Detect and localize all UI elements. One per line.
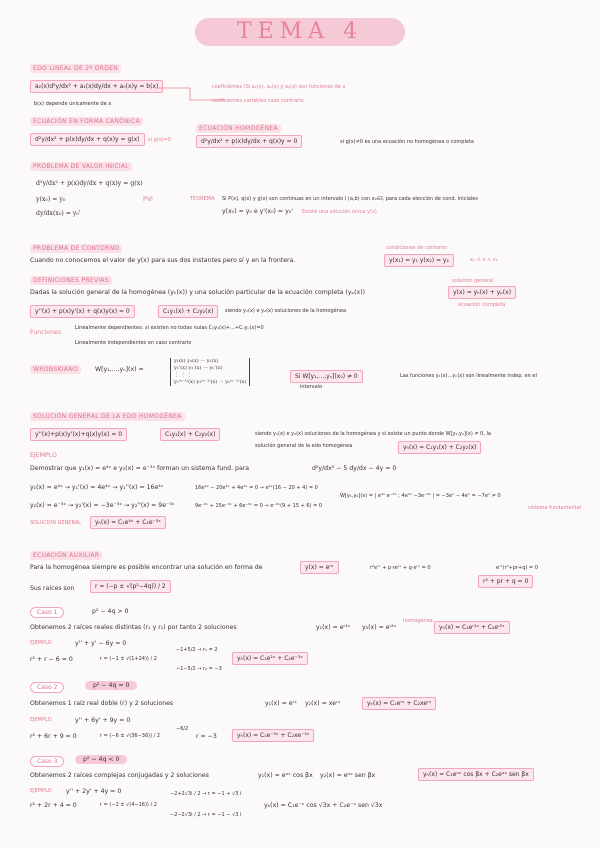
case2-a: r² + 6r + 9 = 0 (30, 733, 77, 740)
contorno-eq: y(x₁) = y₁ y(x₂) = y₂ (384, 254, 454, 267)
contorno-range: x₁ < x < x₂ (470, 257, 498, 263)
case2-c2: r = −3 (196, 733, 217, 740)
sg-hom-box: yₕ(x) = C₁y₁(x) + C₂y₂(x) (398, 441, 481, 454)
sg-eq: yₕ(x) = C₁e⁴ˣ + C₂e⁻³ˣ (90, 516, 166, 529)
aux-factor: eʳˣ(r²+pr+q) = 0 (496, 565, 538, 571)
case3-c1: −2+2√3i / 2 → r = −1 + √3 i (170, 791, 242, 797)
pvi-eq1: d²y/dx² + p(x)dy/dx + q(x)y = g(x) (36, 180, 143, 187)
case1-text: Obtenemos 2 raíces reales distintas (r₁ y r₂) por tanto 2 soluciones (30, 624, 237, 631)
sg-hom-eq: y''(x)+p(x)y'(x)+q(x)y(x) = 0 (30, 428, 127, 441)
case1-sol: yₕ(x) = C₁e²ˣ + C₂e⁻³ˣ (232, 652, 308, 665)
teorema-text: Si P(x), q(x) y g(x) son continuas en un intervalo I (a,b) con x₀∈I, para cada elección de cond. iniciales (222, 196, 478, 202)
case2-c1: −6/2 (176, 726, 189, 732)
sg-hom-t1: siendo y₁(x) e y₂(x) soluciones de la homogénea y si existe un punto donde W[y₁,y₂](x) ≠ 0, la (255, 431, 491, 437)
wronskiano-matrix: y₁(x) y₂(x) ··· yₙ(x) y₁'(x) y₂'(x) ··· yₙ'(x) ⋮ ⋮ ⋮ y₁⁽ⁿ⁻¹⁾(x) y₂⁽ⁿ⁻¹⁾(x) ··· yₙ⁽ⁿ⁻¹⁾(x) (170, 358, 250, 386)
pvi-eq3: dy/dx(x₀) = y₀' (36, 210, 81, 217)
ej-r1b: 16e⁴ˣ − 20e⁴ˣ + 4e⁴ˣ = 0 → e⁴ˣ(16 − 20 + 4) = 0 (195, 485, 318, 491)
sistema-fund-note: sistema fundamental (528, 505, 582, 511)
case1-s2: y₂(x) = eʳ²ˣ (362, 624, 397, 631)
title-banner (195, 18, 405, 46)
case3-label: Caso 3 (30, 756, 64, 767)
aux-text: Para la homogénea siempre es posible encontrar una solución en forma de (30, 564, 263, 571)
case1-label: Caso 1 (30, 607, 64, 618)
case2-ej-eq: y'' + 6y' + 9y = 0 (75, 717, 131, 724)
case1-s1: y₁(x) = eʳ¹ˣ (316, 624, 351, 631)
contorno-text: Cuando no conocemos el valor de y(x) para sus dos instantes pero sí y en la frontera. (30, 257, 296, 264)
aux-form: y(x) = eʳˣ (300, 561, 339, 574)
section-header-contorno: PROBLEMA DE CONTORNO (30, 244, 122, 253)
case3-sol: yₕ(x) = C₁e⁻ˣ cos √3x + C₂e⁻ˣ sen √3x (264, 802, 383, 809)
ej-r1: y₁(x) = e⁴ˣ → y₁'(x) = 4e⁴ˣ → y₁''(x) = 16e⁴ˣ (30, 484, 164, 491)
edo-equation: a₂(x)d²y/dx² + a₁(x)dy/dx + a₀(x)y = b(x) (30, 80, 163, 93)
case1-note: homogénea (403, 618, 433, 624)
homogeneous-equation: d²y/dx² + p(x)dy/dx + q(x)y = 0 (196, 135, 302, 148)
note-coef-var: coeficientes variables caso contrario (212, 98, 304, 104)
lin-indep: Linealmente independientes en caso contrario (75, 340, 192, 346)
section-header-wronskiano: WRONSKIANO (30, 365, 81, 374)
def-eq1c: siendo y₁(x) e y₂(x) soluciones de la homogénea (225, 308, 347, 314)
page-title: TEMA 4 (236, 19, 364, 44)
section-header-definiciones: DEFINICIONES PREVIAS (30, 276, 112, 285)
sol-general-note2: ecuación completa (458, 302, 506, 308)
case2-s1: y₁(x) = eʳˣ (265, 700, 297, 707)
section-header-pvi: PROBLEMA DE VALOR INICIAL (30, 162, 132, 171)
section-header-auxiliar: ECUACIÓN AUXILIAR (30, 551, 102, 560)
case2-b: r = (−6 ± √(36−36)) / 2 (100, 733, 161, 739)
arrow-label: si g(x)=0 (148, 137, 171, 143)
pvi-label: PVI (143, 196, 153, 203)
sg-label: SOLUCIÓN GENERAL (30, 520, 81, 526)
note-bx: b(x) depende únicamente de x (34, 101, 112, 107)
case3-text: Obtenemos 2 raíces complejas conjugadas y 2 soluciones (30, 772, 209, 779)
case3-c2: −2−2√3i / 2 → r = −1 − √3 i (170, 812, 242, 818)
ej-wronskiano: W[y₁,y₂](x) = | e⁴ˣ e⁻³ˣ ; 4e⁴ˣ −3e⁻³ˣ | = −3eˣ − 4eˣ = −7eˣ ≠ 0 (340, 493, 501, 499)
roots-eq: r = (−p ± √(p²−4q)) / 2 (90, 580, 171, 593)
case2-cond: p² − 4q = 0 (85, 681, 137, 690)
case3-ej-label: EJEMPLO (30, 788, 52, 794)
case3-s2: y₂(x) = eᵅˣ sen βx (320, 772, 376, 779)
sol-general-note: solución general (452, 278, 494, 284)
section-header-sg-hom: SOLUCIÓN GENERAL DE LA EDO HOMOGÉNEA (30, 412, 185, 421)
canonical-equation: d²y/dx² + p(x)dy/dx + q(x)y = g(x) (30, 133, 145, 146)
ej-text: Demostrar que y₁(x) = e⁴ˣ e y₂(x) = e⁻³ˣ forman un sistema fund. para (30, 465, 250, 472)
ej-eq: d²y/dx² − 5 dy/dx − 4y = 0 (312, 465, 397, 472)
case2-label: Caso 2 (30, 682, 64, 693)
case3-ej-eq: y'' + 2y' + 4y = 0 (66, 788, 122, 795)
case3-a: r² + 2r + 4 = 0 (30, 802, 77, 809)
case1-c1: −1+5/2 → r₁ = 2 (176, 647, 218, 653)
ej-r2: y₂(x) = e⁻³ˣ → y₂'(x) = −3e⁻³ˣ → y₂''(x) = 9e⁻³ˣ (30, 502, 175, 509)
case1-cond: p² − 4q > 0 (92, 608, 129, 615)
case1-a: r² + r − 6 = 0 (30, 656, 73, 663)
aux-eq: r² + pr + q = 0 (478, 575, 533, 588)
case2-ej-label: EJEMPLO (30, 717, 52, 723)
wronskiano-def: W[y₁,...,yₙ](x) = (95, 366, 144, 373)
case1-b: r = (−1 ± √(1+24)) / 2 (100, 656, 157, 662)
case2-text: Obtenemos 1 raíz real doble (r) y 2 soluciones (30, 700, 174, 707)
def-eq1: y''(x) + p(x)y'(x) + q(x)y(x) = 0 (30, 305, 135, 318)
note-coef: coeficientes (Si a₂(x), a₁(x) y a₀(x) son funciones de x (212, 84, 346, 90)
note-nohom: si g(x)≠0 es una ecuación no homogénea o completa (340, 139, 474, 145)
def-eq1b: C₁y₁(x) + C₂y₂(x) (158, 305, 218, 318)
sg-hom-sol: C₁y₁(x) + C₂y₂(x) (160, 428, 220, 441)
case2-sol: yₕ(x) = C₁e⁻³ˣ + C₂xe⁻³ˣ (232, 729, 314, 742)
ej-label: EJEMPLO (30, 452, 57, 459)
case2-box: yₕ(x) = C₁eʳˣ + C₂xeʳˣ (362, 697, 436, 710)
wronskiano-res: Las funciones y₁(x)...yₙ(x) son linealmente indep. en el (400, 373, 537, 379)
case1-ej-label: EJEMPLO (30, 640, 52, 646)
sol-general-eq: y(x) = yₕ(x) + yₚ(x) (448, 286, 516, 299)
case3-s1: y₁(x) = eᵅˣ cos βx (258, 772, 313, 779)
section-header-homogenea: ECUACIÓN HOMOGÉNEA (196, 124, 281, 133)
section-header-edo: EDO LINEAL DE 2º ORDEN (30, 64, 121, 73)
ej-r2b: 9e⁻³ˣ + 15e⁻³ˣ + 6e⁻³ˣ = 0 → e⁻³ˣ(9 + 15 + 6) = 0 (195, 503, 323, 509)
section-header-canonica: ECUACIÓN EN FORMA CANÓNICA (30, 117, 143, 126)
roots-text: Sus raíces son (30, 585, 75, 592)
wronskiano-cond: Si W[y₁,...,yₙ](x₀) ≠ 0 (290, 370, 363, 383)
pvi-eq2: y(x₀) = y₀ (36, 196, 66, 203)
case3-b: r = (−2 ± √(4−16)) / 2 (100, 802, 157, 808)
teorema-result: Existe una solución única y(x) (302, 209, 377, 215)
case3-box: yₕ(x) = C₁eᵅˣ cos βx + C₂eᵅˣ sen βx (418, 768, 534, 781)
aux-sub: r²eʳˣ + p·reʳˣ + q·eʳˣ = 0 (370, 565, 431, 571)
contorno-note: condiciones de contorno (386, 245, 448, 251)
wronskiano-cond2: intervalo (300, 384, 323, 390)
def-text: Dadas la solución general de la homogénea (yₕ(x)) y una solución particular de la ecuación completa (yₚ(x)) (30, 289, 366, 296)
teorema-label: TEOREMA (190, 196, 215, 202)
case3-cond: p² − 4q < 0 (75, 755, 127, 764)
sg-hom-t2: solución general de la edo homogénea (255, 443, 353, 449)
lin-dep: Linealmente dependientes: si existen no todas nulas C₁y₁(x)+...+Cₙyₙ(x)=0 (75, 325, 264, 331)
funciones-label: Funciones (30, 329, 61, 336)
case1-c2: −1−5/2 → r₂ = −3 (176, 666, 222, 672)
teorema-cond: y(x₀) = y₀ e y'(x₀) = y₀' (222, 208, 293, 215)
case2-s2: y₂(x) = xeʳˣ (305, 700, 341, 707)
case1-ej-eq: y'' + y' − 6y = 0 (75, 640, 127, 647)
case1-box: yₕ(x) = C₁eʳ¹ˣ + C₂eʳ²ˣ (434, 621, 510, 634)
